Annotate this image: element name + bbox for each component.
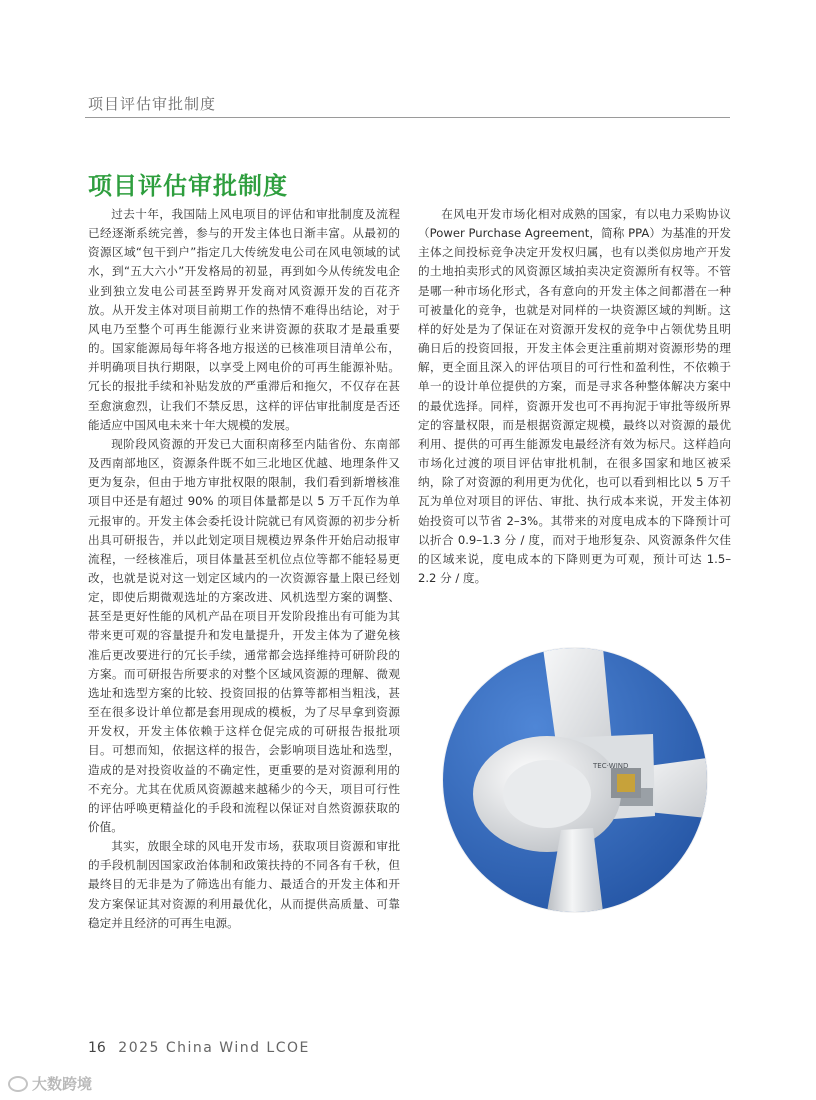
left-paragraph-2: 现阶段风资源的开发已大面积南移至内陆省份、东南部及西南部地区，资源条件既不如三北地区优越、地理条件又更为复杂，但由于地方审批权限的限制，我们看到新增核准项目中还是有超过 90% 的项目体量都是以 5 万千瓦作为单元报审的。开发主体会委托设计院就已有风资源的初步分析出具可研报告，并以此划定项目规模边界条件开始启动报审流程，一经核准后，项目体量甚至机位点位等都不能轻易更改，也就是说对这一划定区域内的一次资源容量上限已经划定，即使后期微观选址的方案改进、风机选型方案的调整、甚至是更好性能的风机产品在项目开发阶段推出有可能为其带来更可观的容量提升和发电量提升，开发主体为了避免核准后更改要进行的冗长手续，通常都会选择维持可研阶段的方案。而可研报告所要求的对整个区域风资源的理解、微观选址和选型方案的比较、投资回报的估算等都相当粗浅，甚至在很多设计单位都是套用现成的模板，为了尽早拿到资源开发权，开发主体依赖于这样仓促完成的可研报告报批项目。可想而知，依据这样的报告，会影响项目选址和选型，造成的是对投资收益的不确定性，更重要的是对资源利用的不充分。尤其在优质风资源越来越稀少的今天，项目可行性的评估呼唤更精益化的手段和流程以保证对自然资源获取的价值。 — [88, 436, 400, 834]
right-paragraph-1: 在风电开发市场化相对成熟的国家，有以电力采购协议（Power Purchase Agreement，简称 PPA）为基准的开发主体之间投标竞争决定开发权归属，也有以类似房地产开发的土地拍卖形式的风资源区域拍卖决定资源所有权等。不管是哪一种市场化形式，各有意向的开发主体之间都潜在一种可被量化的竞争，也就是对同样的一块资源区域的判断。这样的好处是为了保证在对资源开发权的竞争中占领优势且明确日后的投资回报，开发主体会更注重前期对资源形势的理解，更全面且深入的评估项目的可行性和盈利性，不依赖于单一的设计单位提供的方案，而是寻求各种整体解决方案中的最优选择。同样，资源开发也可不再拘泥于审批等级所界定的容量权限，而是根据资源定规模，最终以对资源的最优利用、提供的可再生能源发电最经济有效为标尺。这样趋向市场化过渡的项目评估审批机制，在很多国家和地区被采纳，除了对资源的利用更为优化，也可以看到相比以 5 万千瓦为单位对项目的评估、审批、执行成本来说，开发主体初始投资可以节省 2–3%。其带来的对度电成本的下降预计可以折合 0.9–1.3 分 / 度，而对于地形复杂、风资源条件欠佳的区域来说，度电成本的下降则更为可观，预计可达 1.5–2.2 分 / 度。 — [418, 207, 731, 585]
watermark-logo-icon — [8, 1076, 28, 1092]
wind-turbine-illustration — [443, 648, 707, 912]
left-paragraph-3: 其实，放眼全球的风电开发市场，获取项目资源和审批的手段机制因国家政治体制和政策扶持的不同各有千秋，但最终目的无非是为了筛选出有能力、最适合的开发主体和开发方案保证其对资源的利用最优化，从而提供高质量、可靠稳定并且经济的可再生电源。 — [88, 839, 400, 930]
page-footer — [88, 1040, 310, 1056]
page-title: 项目评估审批制度 — [88, 172, 288, 200]
right-column — [418, 205, 731, 625]
header-rule — [85, 117, 730, 118]
publication-name: 2025 China Wind LCOE — [118, 1040, 310, 1056]
wind-turbine-photo — [443, 648, 707, 912]
page-number: 16 — [88, 1040, 106, 1056]
running-header: 项目评估审批制度 — [88, 95, 217, 113]
watermark-text: 大数跨境 — [32, 1075, 93, 1093]
watermark — [8, 1073, 92, 1094]
left-paragraph-1: 过去十年，我国陆上风电项目的评估和审批制度及流程已经逐渐系统完善，参与的开发主体也日渐丰富。从最初的资源区域“包干到户”指定几大传统发电公司在风电领域的试水，到“五大六小”开发格局的初显，再到如今从传统发电企业到独立发电公司甚至跨界开发商对风资源开发的百花齐放。从开发主体对项目前期工作的热情不难得出结论，对于风电乃至整个可再生能源行业来讲资源的获取才是最重要的。国家能源局每年将各地方报送的已核准项目清单公布，并明确项目执行期限，以享受上网电价的可再生能源补贴。冗长的报批手续和补贴发放的严重滞后和拖欠，不仅存在甚至愈演愈烈，让我们不禁反思，这样的评估审批制度是否还能适应中国风电未来十年大规模的发展。 — [88, 207, 400, 432]
turbine-label: TEC·WIND — [593, 762, 629, 770]
left-column — [88, 205, 400, 995]
